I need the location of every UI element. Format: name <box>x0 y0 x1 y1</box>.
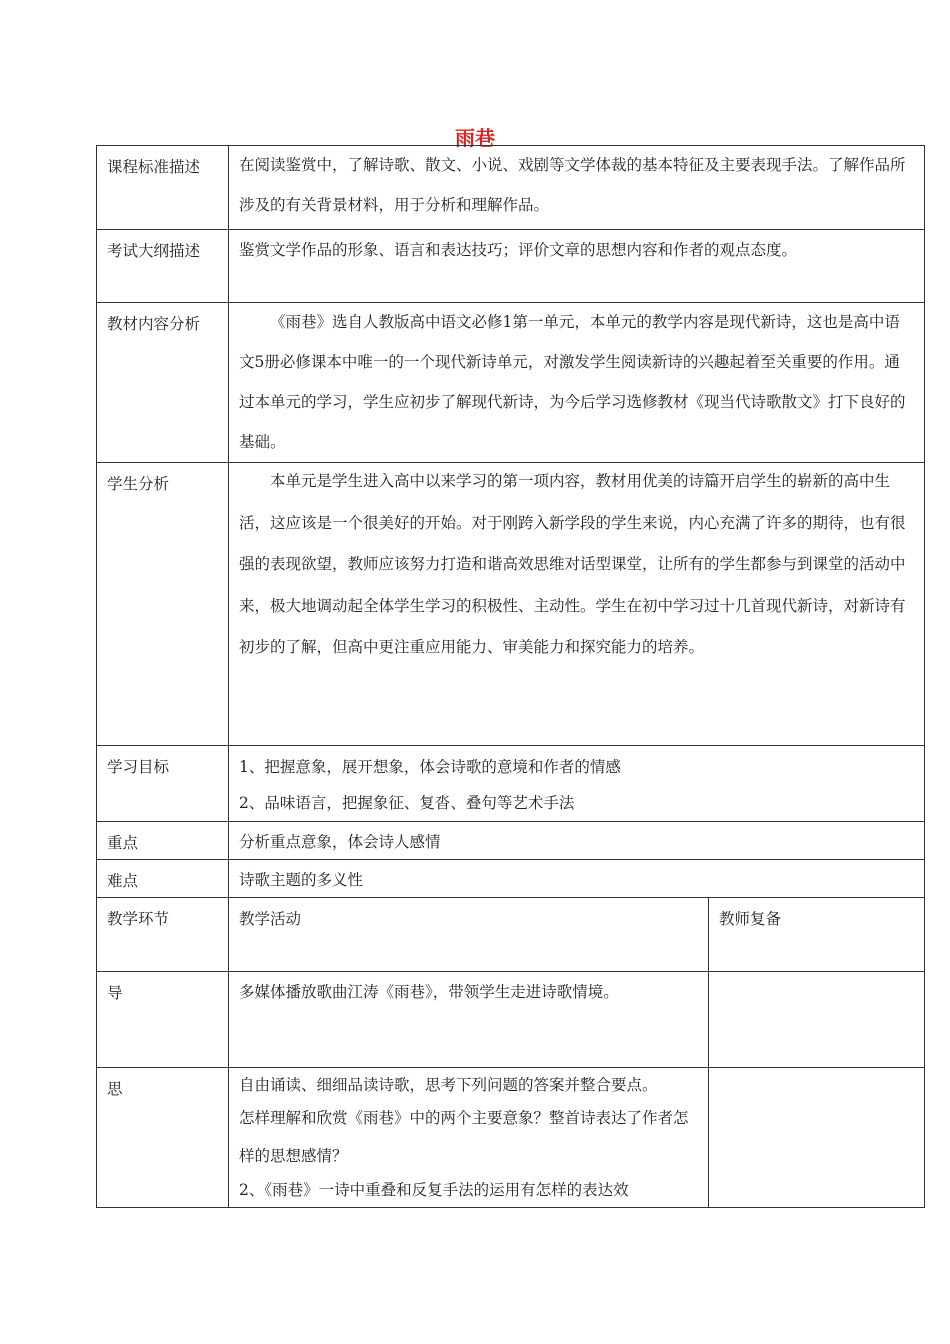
row-curriculum-standard <box>97 146 925 230</box>
text-textbook-analysis: 《雨巷》选自人教版高中语文必修1第一单元，本单元的教学内容是现代新诗，这也是高中语文5册必修课本中唯一的一个现代新诗单元，对激发学生阅读新诗的兴趣起着至关重要的作用。通过本单元的学习，学生应初步了解现代新诗，为今后学习选修教材《现当代诗歌散文》打下良好的基础。 <box>239 313 906 451</box>
content-key-point: 分析重点意象，体会诗人感情 <box>229 822 925 860</box>
row-exam-outline <box>97 230 925 303</box>
think-line-1: 自由诵读、细细品读诗歌，思考下列问题的答案并整合要点。 <box>239 1076 658 1094</box>
header-teacher-notes: 教师复备 <box>709 898 925 972</box>
content-student-analysis <box>229 463 925 746</box>
think-question-1: 怎样理解和欣赏《雨巷》中的两个主要意象？整首诗表达了作者怎样的思想感情？ <box>239 1109 689 1165</box>
row-think-stage <box>97 1068 925 1208</box>
goal-item-2: 2、品味语言，把握象征、复沓、叠句等艺术手法 <box>239 794 575 812</box>
label-think-stage: 思 <box>97 1068 229 1208</box>
header-teaching-activity: 教学活动 <box>229 898 709 972</box>
row-intro-stage <box>97 972 925 1068</box>
notes-think-stage <box>709 1068 925 1208</box>
row-difficult-point <box>97 860 925 898</box>
label-curriculum-standard: 课程标准描述 <box>97 146 229 230</box>
page-title: 雨巷 <box>455 126 495 150</box>
header-teaching-stage: 教学环节 <box>97 898 229 972</box>
row-textbook-analysis <box>97 303 925 463</box>
label-exam-outline: 考试大纲描述 <box>97 230 229 303</box>
text-student-analysis: 本单元是学生进入高中以来学习的第一项内容，教材用优美的诗篇开启学生的崭新的高中生活，这应该是一个很美好的开始。对于刚跨入新学段的学生来说，内心充满了许多的期待，也有很强的表现欲望，教师应该努力打造和谐高效思维对话型课堂，让所有的学生都参与到课堂的活动中来，极大地调动起全体学生学习的积极性、主动性。学生在初中学习过十几首现代新诗，对新诗有初步的了解，但高中更注重应用能力、审美能力和探究能力的培养。 <box>239 472 906 656</box>
content-curriculum-standard <box>229 146 925 230</box>
lesson-plan-table <box>96 145 925 1208</box>
text-curriculum-standard: 在阅读鉴赏中，了解诗歌、散文、小说、戏剧等文学体裁的基本特征及主要表现手法。了解作品所涉及的有关背景材料，用于分析和理解作品。 <box>239 156 906 214</box>
content-learning-goals <box>229 746 925 822</box>
content-textbook-analysis <box>229 303 925 463</box>
content-exam-outline: 鉴赏文学作品的形象、语言和表达技巧；评价文章的思想内容和作者的观点态度。 <box>229 230 925 303</box>
row-student-analysis <box>97 463 925 746</box>
row-key-point <box>97 822 925 860</box>
label-learning-goals: 学习目标 <box>97 746 229 822</box>
content-think-stage <box>229 1068 709 1208</box>
row-learning-goals <box>97 746 925 822</box>
notes-intro-stage <box>709 972 925 1068</box>
label-student-analysis: 学生分析 <box>97 463 229 746</box>
label-intro-stage: 导 <box>97 972 229 1068</box>
row-table-header <box>97 898 925 972</box>
think-question-2: 2、《雨巷》一诗中重叠和反复手法的运用有怎样的表达效 <box>239 1181 629 1199</box>
goal-item-1: 1、把握意象，展开想象，体会诗歌的意境和作者的情感 <box>239 758 621 776</box>
label-key-point: 重点 <box>97 822 229 860</box>
label-difficult-point: 难点 <box>97 860 229 898</box>
content-difficult-point: 诗歌主题的多义性 <box>229 860 925 898</box>
content-intro-stage: 多媒体播放歌曲江涛《雨巷》，带领学生走进诗歌情境。 <box>229 972 709 1068</box>
label-textbook-analysis: 教材内容分析 <box>97 303 229 463</box>
